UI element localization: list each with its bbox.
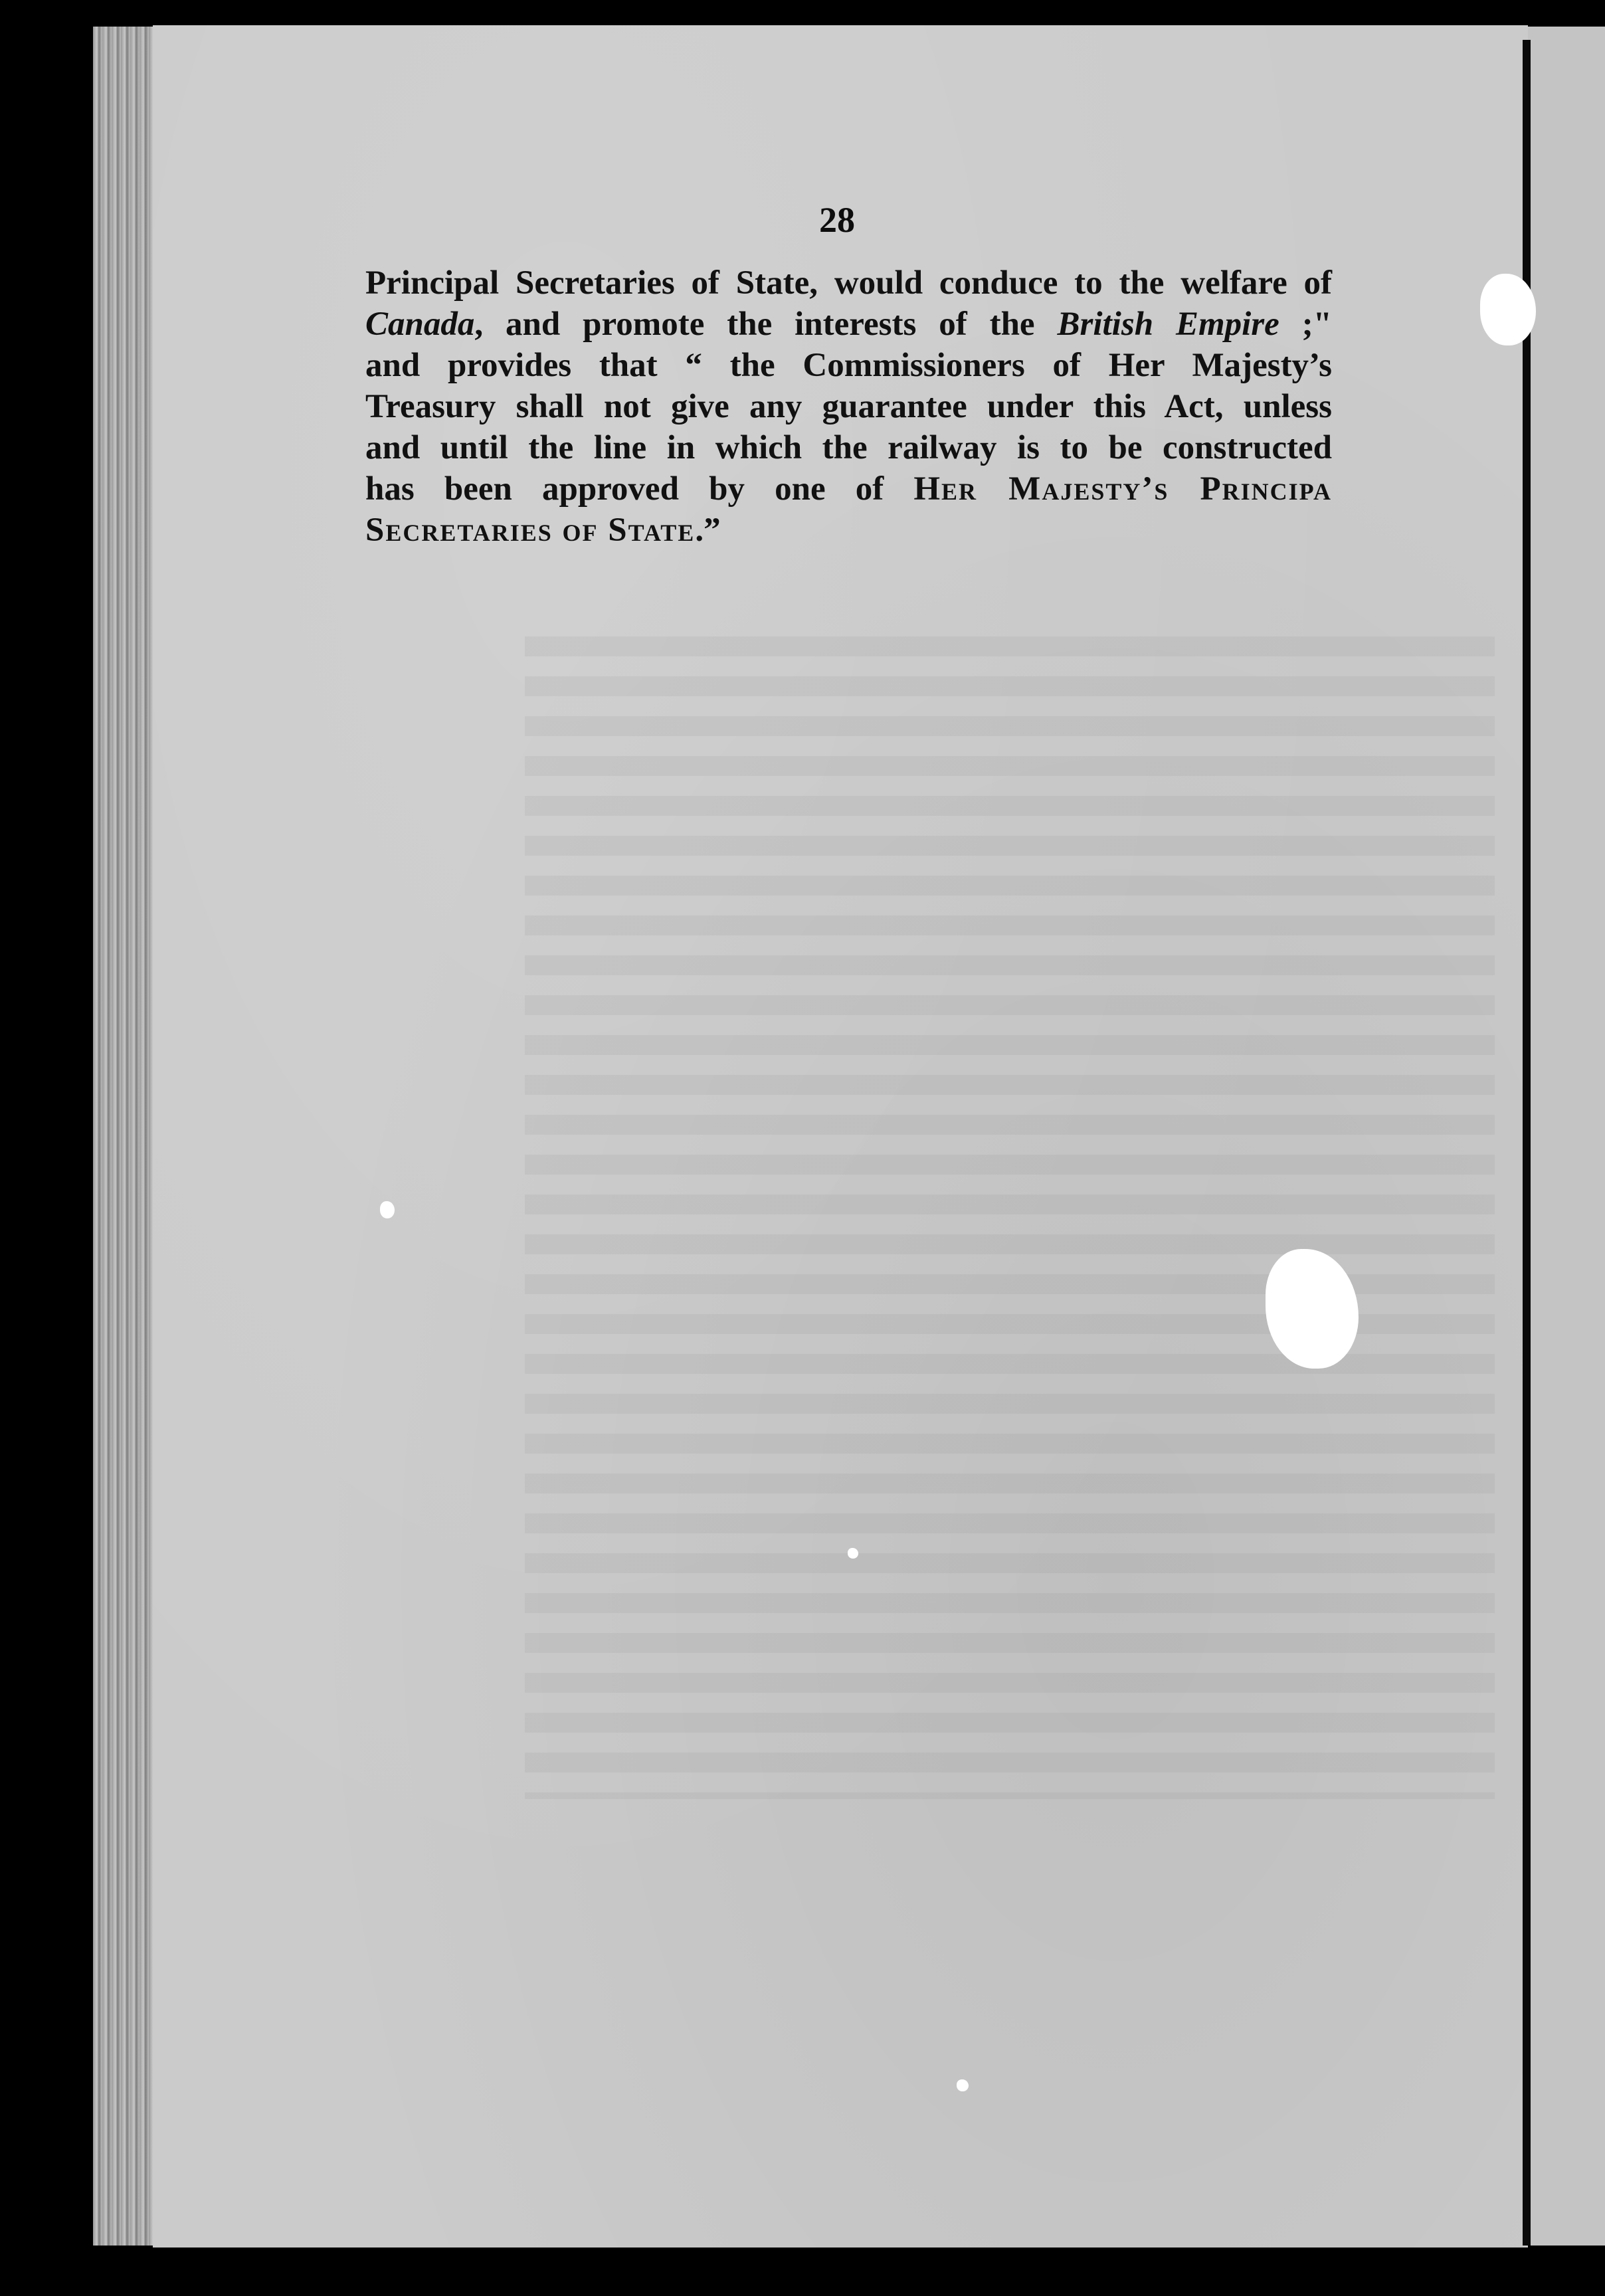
text-run: .” [695,512,721,549]
page-number: 28 [819,200,855,240]
text-line-1 [365,262,1332,304]
text-run: Treasury shall not give any guarantee under this Act, unless [365,388,1332,425]
text-line-7 [365,510,1332,551]
body-paragraph [365,262,1332,551]
text-run: and provides that “ the Commissioners of Her Majesty’s [365,347,1332,384]
text-run: Principal Secretaries of State, would conduce to the welfare of [365,264,1332,302]
text-line-6 [365,468,1332,510]
text-line-4 [365,386,1332,427]
small-caps-text: Secretaries of State [365,512,696,549]
italic-text: British Empire [1057,306,1279,343]
page-gutter [1523,40,1531,2246]
scan-defect [380,1201,395,1218]
text-line-2 [365,304,1332,345]
small-caps-text: Her Majesty’s Principa [913,470,1332,508]
bleed-through-text [525,636,1495,1799]
italic-text: Canada [365,306,475,343]
scan-defect [1480,274,1536,345]
text-line-3 [365,345,1332,386]
text-line-5 [365,427,1332,468]
scan-defect [957,2079,969,2091]
text-run: ;" [1279,306,1332,343]
scan-defect [848,1548,858,1559]
text-run: and until the line in which the railway is to be constructed [365,429,1332,466]
adjacent-page [1528,27,1605,2246]
text-run: has been approved by one of [365,470,914,508]
text-run: , and promote the interests of the [474,306,1058,343]
